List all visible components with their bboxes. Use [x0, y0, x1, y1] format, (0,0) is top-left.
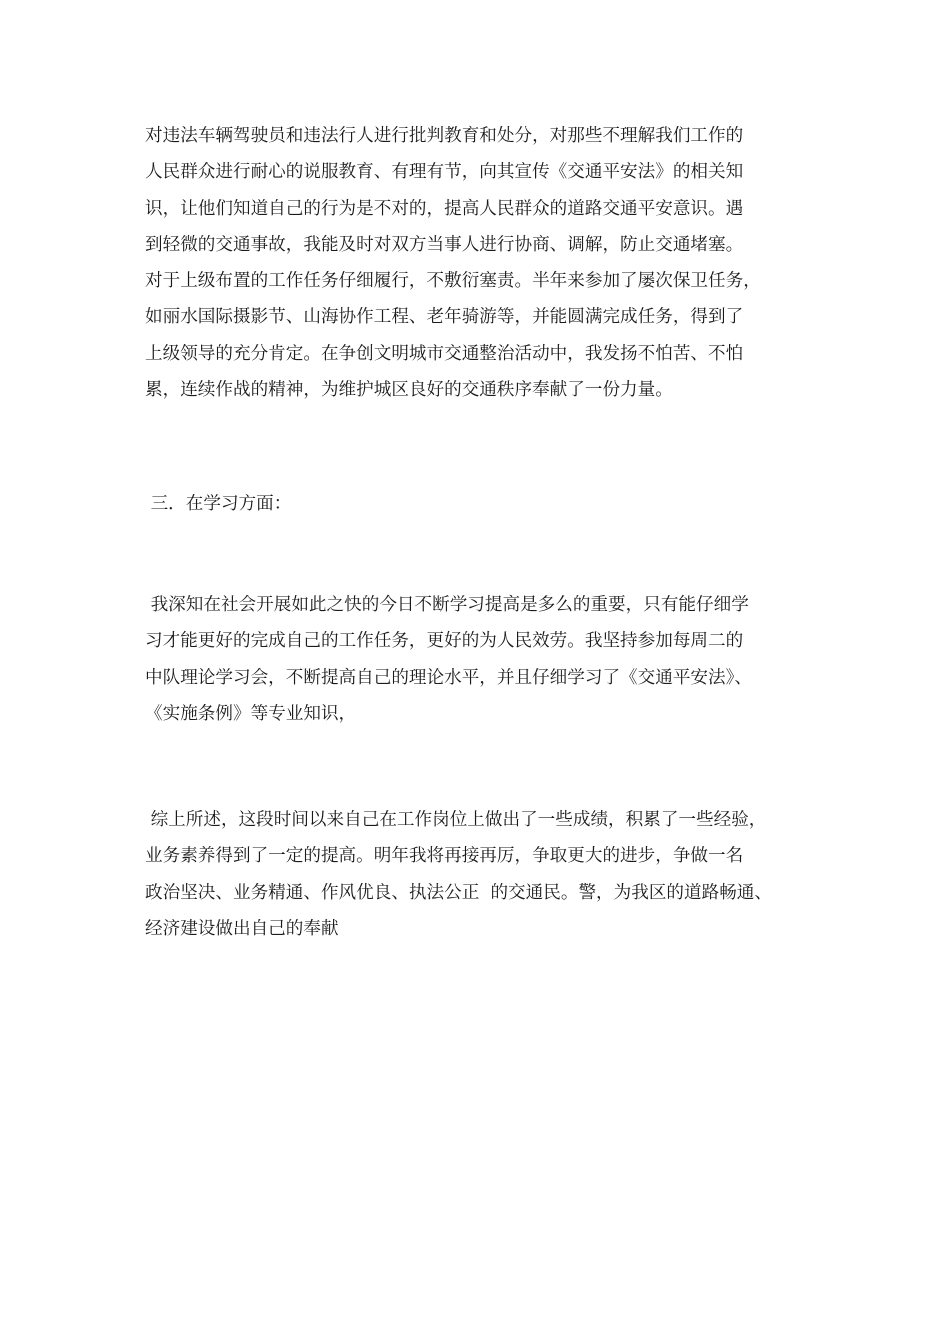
text-line: 上级领导的充分肯定。在争创文明城市交通整治活动中，我发扬不怕苦、不怕: [145, 343, 744, 364]
text-line: 政治坚决、业务精通、作风优良、执法公正 的交通民。警，为我区的道路畅通、: [145, 882, 772, 903]
text-line: 到轻微的交通事故，我能及时对双方当事人进行协商、调解，防止交通堵塞。: [145, 234, 744, 255]
paragraph-summary: [145, 802, 825, 947]
text-line: 累，连续作战的精神，为维护城区良好的交通秩序奉献了一份力量。: [145, 380, 673, 401]
text-line: 习才能更好的完成自己的工作任务，更好的为人民效劳。我坚持参加每周二的: [145, 631, 744, 652]
text-line: 中队理论学习会，不断提高自己的理论水平，并且仔细学习了《交通平安法》、: [145, 667, 752, 688]
section-heading-learning: [145, 486, 825, 522]
text-line: 经济建设做出自己的奉献: [145, 918, 339, 939]
paragraph-learning: [145, 587, 825, 732]
text-line: 人民群众进行耐心的说服教育、有理有节，向其宣传《交通平安法》的相关知: [145, 162, 744, 183]
text-line: 业务素养得到了一定的提高。明年我将再接再厉，争取更大的进步，争做一名: [145, 846, 744, 867]
text-line: 综上所述，这段时间以来自己在工作岗位上做出了一些成绩，积累了一些经验，: [145, 810, 767, 830]
text-line: 对违法车辆驾驶员和违法行人进行批判教育和处分，对那些不理解我们工作的: [145, 126, 744, 146]
text-line: 我深知在社会开展如此之快的今日不断学习提高是多么的重要，只有能仔细学: [145, 595, 749, 615]
text-line: 《实施条例》等专业知识，: [145, 703, 357, 724]
text-line: 对于上级布置的工作任务仔细履行，不敷衍塞责。半年来参加了屡次保卫任务，: [145, 271, 761, 292]
text-line: 如丽水国际摄影节、山海协作工程、老年骑游等，并能圆满完成任务，得到了: [145, 307, 744, 328]
section-heading-text: 三．在学习方面：: [145, 494, 292, 514]
text-line: 识，让他们知道自己的行为是不对的，提高人民群众的道路交通平安意识。遇: [145, 198, 744, 219]
paragraph-traffic-enforcement: [145, 118, 825, 408]
